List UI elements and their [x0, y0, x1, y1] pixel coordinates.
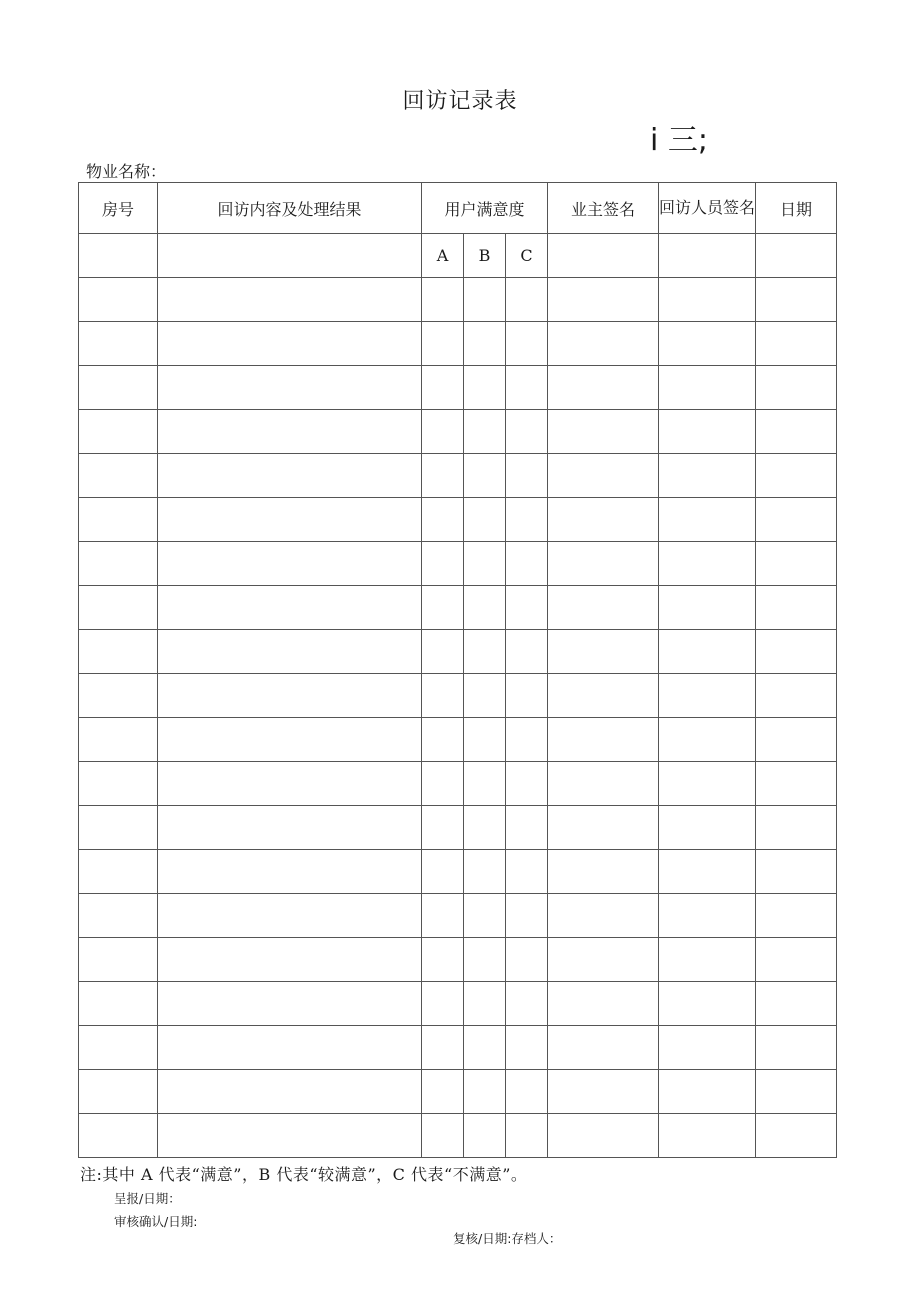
room-no-cell[interactable] [79, 938, 158, 982]
satisfaction-a-cell[interactable] [422, 718, 464, 762]
satisfaction-c-cell[interactable] [506, 762, 548, 806]
room-no-cell[interactable] [79, 762, 158, 806]
satisfaction-c-cell[interactable] [506, 410, 548, 454]
room-no-cell[interactable] [79, 366, 158, 410]
table-row [79, 1114, 837, 1158]
visitor-signature-cell[interactable] [659, 1114, 756, 1158]
owner-signature-cell[interactable] [548, 762, 659, 806]
room-no-cell[interactable] [79, 454, 158, 498]
visitor-signature-cell[interactable] [659, 674, 756, 718]
owner-signature-cell[interactable] [548, 278, 659, 322]
content-cell[interactable] [158, 718, 422, 762]
table-row [79, 806, 837, 850]
satisfaction-b-cell[interactable] [464, 278, 506, 322]
visitor-signature-cell[interactable] [659, 322, 756, 366]
satisfaction-a-cell[interactable] [422, 542, 464, 586]
satisfaction-a-cell[interactable] [422, 938, 464, 982]
date-cell[interactable] [756, 718, 837, 762]
satisfaction-a-cell[interactable] [422, 498, 464, 542]
header-visitor-signature [659, 183, 756, 234]
header-visitor-signature-text: 回访人员签名 [659, 198, 756, 217]
owner-signature-cell[interactable] [548, 234, 659, 278]
date-cell[interactable] [756, 322, 837, 366]
owner-signature-cell[interactable] [548, 498, 659, 542]
date-cell[interactable] [756, 630, 837, 674]
owner-signature-cell[interactable] [548, 322, 659, 366]
satisfaction-a-cell[interactable] [422, 1070, 464, 1114]
satisfaction-b-cell[interactable] [464, 674, 506, 718]
satisfaction-note: 注:其中 A 代表“满意”，B 代表“较满意”，C 代表“不满意”。 [80, 1165, 528, 1184]
content-cell[interactable] [158, 498, 422, 542]
table-row [79, 1026, 837, 1070]
room-no-cell[interactable] [79, 806, 158, 850]
satisfaction-c-cell[interactable] [506, 1070, 548, 1114]
review-confirm-date-label: 审核确认/日期: [114, 1214, 198, 1229]
satisfaction-c-cell[interactable] [506, 586, 548, 630]
visitor-signature-cell[interactable] [659, 762, 756, 806]
owner-signature-cell[interactable] [548, 982, 659, 1026]
satisfaction-b-cell[interactable] [464, 982, 506, 1026]
date-cell[interactable] [756, 894, 837, 938]
content-cell[interactable] [158, 278, 422, 322]
table-row [79, 366, 837, 410]
owner-signature-cell[interactable] [548, 1070, 659, 1114]
room-no-cell[interactable] [79, 278, 158, 322]
table-row [79, 938, 837, 982]
satisfaction-b-cell[interactable] [464, 1026, 506, 1070]
content-cell[interactable] [158, 894, 422, 938]
satisfaction-b-cell[interactable] [464, 630, 506, 674]
content-cell[interactable] [158, 586, 422, 630]
satisfaction-c-cell[interactable] [506, 630, 548, 674]
visitor-signature-cell[interactable] [659, 718, 756, 762]
room-no-cell[interactable] [79, 982, 158, 1026]
table-row [79, 498, 837, 542]
owner-signature-cell[interactable] [548, 454, 659, 498]
date-cell[interactable] [756, 542, 837, 586]
satisfaction-a-cell[interactable] [422, 982, 464, 1026]
satisfaction-level-c: C [506, 234, 548, 278]
date-cell[interactable] [756, 1114, 837, 1158]
table-row [79, 410, 837, 454]
satisfaction-a-cell[interactable] [422, 410, 464, 454]
satisfaction-c-cell[interactable] [506, 278, 548, 322]
satisfaction-c-cell[interactable] [506, 454, 548, 498]
satisfaction-c-cell[interactable] [506, 982, 548, 1026]
room-no-cell[interactable] [79, 718, 158, 762]
visitor-signature-cell[interactable] [659, 366, 756, 410]
visitor-signature-cell[interactable] [659, 278, 756, 322]
owner-signature-cell[interactable] [548, 630, 659, 674]
satisfaction-a-cell[interactable] [422, 762, 464, 806]
table-row [79, 630, 837, 674]
satisfaction-b-cell[interactable] [464, 894, 506, 938]
content-cell[interactable] [158, 938, 422, 982]
content-cell[interactable] [158, 542, 422, 586]
owner-signature-cell[interactable] [548, 938, 659, 982]
satisfaction-c-cell[interactable] [506, 498, 548, 542]
date-cell[interactable] [756, 762, 837, 806]
content-cell[interactable] [158, 762, 422, 806]
content-cell[interactable] [158, 630, 422, 674]
satisfaction-level-row [79, 234, 837, 278]
table-row [79, 762, 837, 806]
satisfaction-level-b: B [464, 234, 506, 278]
satisfaction-c-cell[interactable] [506, 718, 548, 762]
content-cell[interactable] [158, 806, 422, 850]
table-row [79, 322, 837, 366]
satisfaction-a-cell[interactable] [422, 806, 464, 850]
visitor-signature-cell[interactable] [659, 630, 756, 674]
table-row [79, 674, 837, 718]
owner-signature-cell[interactable] [548, 1114, 659, 1158]
date-cell[interactable] [756, 454, 837, 498]
content-cell[interactable] [158, 322, 422, 366]
visitor-signature-cell[interactable] [659, 542, 756, 586]
satisfaction-a-cell[interactable] [422, 1026, 464, 1070]
satisfaction-b-cell[interactable] [464, 322, 506, 366]
date-cell[interactable] [756, 938, 837, 982]
satisfaction-b-cell[interactable] [464, 498, 506, 542]
satisfaction-a-cell[interactable] [422, 1114, 464, 1158]
satisfaction-c-cell[interactable] [506, 938, 548, 982]
satisfaction-b-cell[interactable] [464, 410, 506, 454]
satisfaction-a-cell[interactable] [422, 586, 464, 630]
table-row [79, 454, 837, 498]
date-cell[interactable] [756, 366, 837, 410]
room-no-cell[interactable] [79, 1114, 158, 1158]
corner-mark: i 三; [650, 123, 708, 158]
satisfaction-b-cell[interactable] [464, 850, 506, 894]
satisfaction-c-cell[interactable] [506, 894, 548, 938]
satisfaction-a-cell[interactable] [422, 894, 464, 938]
satisfaction-b-cell[interactable] [464, 454, 506, 498]
table-row [79, 586, 837, 630]
content-cell[interactable] [158, 982, 422, 1026]
visitor-signature-cell[interactable] [659, 850, 756, 894]
owner-signature-cell[interactable] [548, 674, 659, 718]
satisfaction-a-cell[interactable] [422, 366, 464, 410]
visitor-signature-cell[interactable] [659, 498, 756, 542]
visitor-signature-cell[interactable] [659, 1070, 756, 1114]
satisfaction-b-cell[interactable] [464, 1070, 506, 1114]
room-no-cell[interactable] [79, 850, 158, 894]
table-row [79, 542, 837, 586]
room-no-cell[interactable] [79, 234, 158, 278]
table-row [79, 1070, 837, 1114]
visit-record-table [78, 182, 837, 1158]
room-no-cell[interactable] [79, 894, 158, 938]
report-date-label: 呈报/日期： [114, 1191, 181, 1206]
satisfaction-c-cell[interactable] [506, 322, 548, 366]
satisfaction-b-cell[interactable] [464, 718, 506, 762]
satisfaction-b-cell[interactable] [464, 366, 506, 410]
date-cell[interactable] [756, 278, 837, 322]
content-cell[interactable] [158, 454, 422, 498]
header-content: 回访内容及处理结果 [158, 183, 422, 234]
room-no-cell[interactable] [79, 1026, 158, 1070]
content-cell[interactable] [158, 850, 422, 894]
owner-signature-cell[interactable] [548, 1026, 659, 1070]
owner-signature-cell[interactable] [548, 410, 659, 454]
date-cell[interactable] [756, 1026, 837, 1070]
satisfaction-b-cell[interactable] [464, 542, 506, 586]
owner-signature-cell[interactable] [548, 850, 659, 894]
visitor-signature-cell[interactable] [659, 938, 756, 982]
date-cell[interactable] [756, 674, 837, 718]
satisfaction-c-cell[interactable] [506, 1114, 548, 1158]
header-owner-signature: 业主签名 [548, 183, 659, 234]
date-cell[interactable] [756, 586, 837, 630]
satisfaction-b-cell[interactable] [464, 938, 506, 982]
satisfaction-b-cell[interactable] [464, 762, 506, 806]
recheck-archivist-label: 复核/日期:存档人： [453, 1231, 562, 1246]
date-cell[interactable] [756, 498, 837, 542]
satisfaction-c-cell[interactable] [506, 850, 548, 894]
satisfaction-c-cell[interactable] [506, 542, 548, 586]
date-cell[interactable] [756, 1070, 837, 1114]
visitor-signature-cell[interactable] [659, 1026, 756, 1070]
owner-signature-cell[interactable] [548, 718, 659, 762]
content-cell[interactable] [158, 366, 422, 410]
satisfaction-c-cell[interactable] [506, 366, 548, 410]
content-cell[interactable] [158, 1114, 422, 1158]
satisfaction-c-cell[interactable] [506, 806, 548, 850]
table-row [79, 278, 837, 322]
satisfaction-a-cell[interactable] [422, 322, 464, 366]
content-cell[interactable] [158, 410, 422, 454]
table-row [79, 718, 837, 762]
property-name-label: 物业名称： [86, 162, 167, 181]
satisfaction-a-cell[interactable] [422, 278, 464, 322]
satisfaction-b-cell[interactable] [464, 806, 506, 850]
header-room-no: 房号 [79, 183, 158, 234]
room-no-cell[interactable] [79, 322, 158, 366]
owner-signature-cell[interactable] [548, 806, 659, 850]
visitor-signature-cell[interactable] [659, 410, 756, 454]
visitor-signature-cell[interactable] [659, 234, 756, 278]
table-header-row [79, 183, 837, 234]
visitor-signature-cell[interactable] [659, 982, 756, 1026]
satisfaction-level-a: A [422, 234, 464, 278]
satisfaction-a-cell[interactable] [422, 674, 464, 718]
visitor-signature-cell[interactable] [659, 586, 756, 630]
satisfaction-c-cell[interactable] [506, 674, 548, 718]
room-no-cell[interactable] [79, 630, 158, 674]
content-cell[interactable] [158, 234, 422, 278]
table-row [79, 982, 837, 1026]
satisfaction-a-cell[interactable] [422, 630, 464, 674]
visitor-signature-cell[interactable] [659, 454, 756, 498]
room-no-cell[interactable] [79, 410, 158, 454]
owner-signature-cell[interactable] [548, 366, 659, 410]
date-cell[interactable] [756, 982, 837, 1026]
content-cell[interactable] [158, 1070, 422, 1114]
content-cell[interactable] [158, 674, 422, 718]
room-no-cell[interactable] [79, 586, 158, 630]
owner-signature-cell[interactable] [548, 586, 659, 630]
room-no-cell[interactable] [79, 542, 158, 586]
room-no-cell[interactable] [79, 1070, 158, 1114]
header-date: 日期 [756, 183, 837, 234]
date-cell[interactable] [756, 806, 837, 850]
header-satisfaction: 用户满意度 [422, 183, 548, 234]
visitor-signature-cell[interactable] [659, 894, 756, 938]
satisfaction-b-cell[interactable] [464, 1114, 506, 1158]
visitor-signature-cell[interactable] [659, 806, 756, 850]
satisfaction-a-cell[interactable] [422, 850, 464, 894]
page-title: 回访记录表 [402, 89, 518, 114]
room-no-cell[interactable] [79, 498, 158, 542]
owner-signature-cell[interactable] [548, 542, 659, 586]
content-cell[interactable] [158, 1026, 422, 1070]
satisfaction-b-cell[interactable] [464, 586, 506, 630]
room-no-cell[interactable] [79, 674, 158, 718]
owner-signature-cell[interactable] [548, 894, 659, 938]
satisfaction-c-cell[interactable] [506, 1026, 548, 1070]
date-cell[interactable] [756, 850, 837, 894]
date-cell[interactable] [756, 234, 837, 278]
satisfaction-a-cell[interactable] [422, 454, 464, 498]
date-cell[interactable] [756, 410, 837, 454]
table-row [79, 850, 837, 894]
table-row [79, 894, 837, 938]
